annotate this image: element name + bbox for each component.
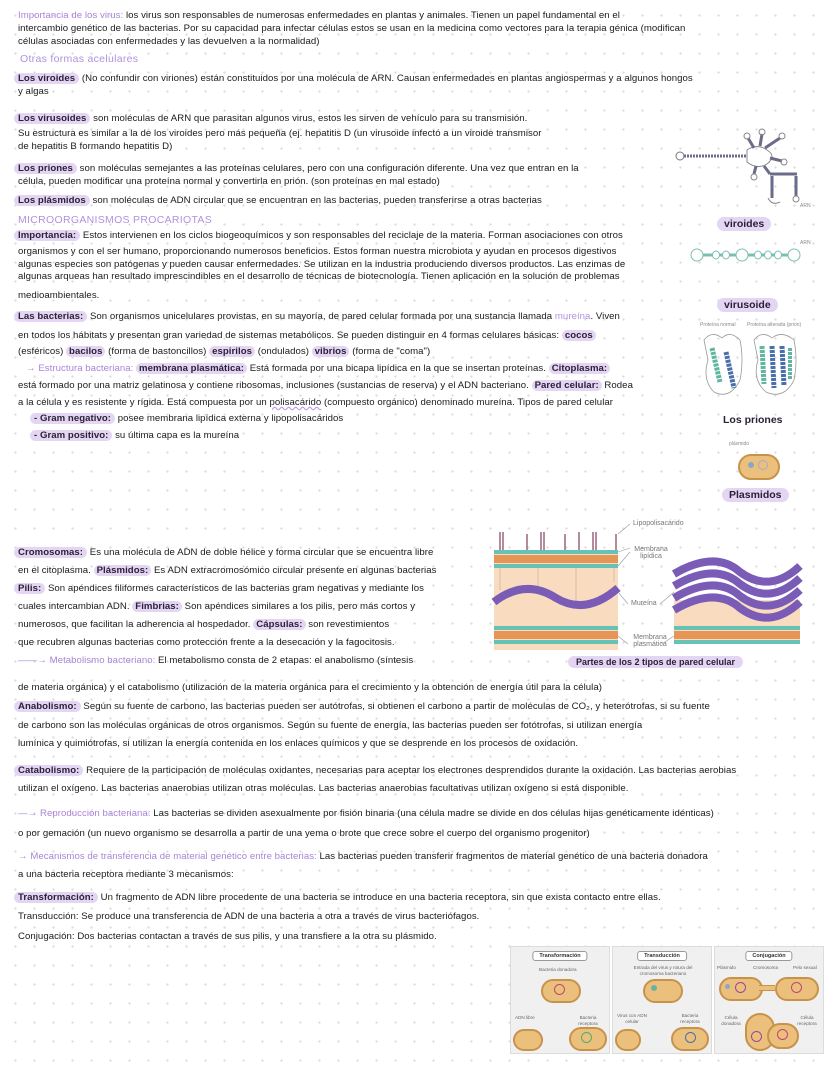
text-line: Conjugación: Dos bacterias contactan a través de sus pilis, y una transfiere a la otra su plásmido. (18, 931, 437, 942)
text-line: lumínica y quimiótrofas, si utilizan la energía contenida en los enlaces químicos y que se desprende en los procesos de oxidación. (18, 738, 579, 749)
transformation-title: Transformación (532, 951, 587, 961)
cell-wall-caption: Partes de los 2 tipos de pared celular (568, 656, 743, 668)
conjugation-panel: Conjugación Plásmido Cromosoma Pelo sexual Célula donadora Célula receptora (714, 946, 824, 1054)
conjugation-title: Conjugación (745, 951, 792, 961)
text-line: a la célula y es resistente y rígida. Está compuesta por un polisacárido (compuesto orgánico) denominado mureína. Tipos de pared celular (18, 397, 614, 408)
text-line: Importancia: Estos intervienen en los ciclos biogeoquímicos y son responsables del reciclaje de la materia. Forman asociaciones con otros (18, 230, 623, 242)
text-line: ——→ Metabolismo bacteriano: El metabolismo consta de 2 etapas: el anabolismo (síntesis (18, 655, 414, 666)
text-line: Catabolismo: Requiere de la participación de moléculas oxidantes, necesarias para aceptar los electrones desprendidos durante la oxidación. Las bacterias aerobias (18, 765, 736, 777)
text-line: organismos y con el ser humano, proporcionando numerosos beneficios. Estos forman nuestra microbiota y ayudan en procesos digestivos (18, 246, 617, 257)
text-line: Los viroides (No confundir con viriones) están constituidos por una molécula de ARN. Causan enfermedades en plantas angiospermas y a algunos hongos (18, 73, 693, 85)
transformation-panel: Transformación Bacteria donadora ADN libre Bacteria receptora (510, 946, 610, 1054)
viroid-arn-diagram (672, 128, 822, 208)
text-line: Las bacterias: Son organismos unicelulares provistas, en su mayoría, de pared celular formada por una sustancia llamada mureína. Viven (18, 311, 620, 323)
text-line: intercambio genético de las bacterias. Por su capacidad para infectar células estos se usan en la medicina como vectores para la terapia génica (modifican (18, 23, 686, 34)
text-line: y algas (18, 86, 49, 97)
text-line: Cromosomas: Es una molécula de ADN de doble hélice y forma circular que se encuentra libre (18, 547, 433, 559)
text-line: → Mecanismos de transferencia de material genético entre bacterias: Las bacterias pueden transferir fragmentos de material genético de una bacteria donadora (18, 851, 708, 862)
text-line: Pilis: Son apéndices filiformes característicos de las bacterias gram negativas y mediante los (18, 583, 424, 595)
virus-icon (651, 985, 657, 991)
text-line: → Estructura bacteriana: membrana plasmática: Está formada por una bicapa lipídica en la que se insertan proteínas. Citoplasma: (26, 363, 610, 375)
plasmid-cell-diagram (738, 454, 780, 480)
text-line: Los virusoides son moléculas de ARN que parasitan algunos virus, estos les sirven de vehículo para su transmisión. (18, 113, 527, 125)
heading-microorganismos: MICROORGANISMOS PROCARIOTAS (18, 214, 213, 226)
murein-label: Mureína (631, 600, 657, 607)
cell-wall-diagram (490, 520, 820, 650)
text-line: - Gram positivo: su última capa es la mureína (34, 430, 239, 442)
lipopolysaccharide-label: Lipopolisacárido (633, 520, 684, 527)
virusoid-arn-diagram (690, 246, 802, 264)
text-line: (esféricos) bacilos (forma de bastoncillos) espirilos (ondulados) vibrios (forma de "coma") (18, 346, 431, 357)
priones-label: Los priones (723, 414, 783, 426)
heading-otras-formas: Otras formas acelulares (20, 53, 139, 65)
text-line: o por gemación (un nuevo organismo se desarrolla a partir de una yema o brote que crece sobre el cuerpo del organismo progenitor) (18, 828, 590, 839)
lipid-membrane-label: Membrana lipídica (634, 546, 668, 560)
plasmid-label: plásmido (729, 441, 750, 447)
text-line: de hepatitis B formando hepatitis D) (18, 141, 173, 152)
arn-label: ARN (800, 240, 811, 246)
text-line: Los plásmidos son moléculas de ADN circular que se encuentran en las bacterias, pueden transferirse a otras bacterias (18, 195, 542, 207)
text-line: numerosos, que facilitan la adherencia al hospedador. Cápsulas: son revestimientos (18, 619, 390, 630)
text-line: Transformación: Un fragmento de ADN libre procedente de una bacteria se introduce en una bacteria receptora, sin que exista contacto entre ellas. (18, 892, 661, 904)
section-title-virus-importance: Importancia de los virus: (18, 10, 124, 21)
text-line: Transducción: Se produce una transferencia de ADN de una bacteria a otra a través de virus bacteriófagos. (18, 911, 480, 922)
plasma-membrane-label: Membrana plasmática (633, 634, 667, 648)
text-line: medioambientales. (18, 290, 100, 301)
text-line: a una bacteria receptora mediante 3 mecanismos: (18, 869, 234, 880)
text-line: en todos los hábitats y presentan gran variedad de sistemas metabólicos. Se pueden distinguir en 4 formas celulares básicas: cocos (18, 330, 596, 342)
text-line: está formado por una matriz gelatinosa y contiene ribosomas, inclusiones (sustancias de reserva) y el ADN bacteriano. Pared celular: Rodea (18, 380, 633, 391)
text-line: que recubren algunas bacterias como protección frente a la desecación y la fagocitosis. (18, 637, 395, 648)
text-line: Anabolismo: Según su fuente de carbono, las bacterias pueden ser autótrofas, si obtienen el carbono a partir de moléculas de CO₂, y heterótrofas, si su fuente (18, 701, 710, 713)
text-line: células asociadas con enfermedades y las devuelven a la normalidad) (18, 36, 320, 47)
text-line: Su estructura es similar a la de los viroides pero más pequeña (ej. hepatitis D (un virusoide infectó a un viroide transmisor (18, 128, 542, 139)
text-line: cuales intercambian ADN. Fimbrias: Son apéndices similares a los pilis, pero más cortos y (18, 601, 416, 612)
transduction-panel: Transducción Entrada del virus y rotura del cromosoma bacteriano Virus con ADN celular Bacteria receptora (612, 946, 712, 1054)
text-line: en el citoplasma. Plásmidos: Es ADN extracromosómico circular presente en algunas bacterias (18, 565, 437, 576)
text-line: Los priones son moléculas semejantes a las proteínas celulares, pero con una configuración diferente. Una vez que entran en la (18, 163, 579, 175)
arn-label: ARN (800, 203, 811, 209)
altered-protein-label: Proteína alterada (prion) (747, 322, 802, 328)
text-line: algunas arqueas han resultado imprescindibles en el desarrollo de técnicas de biotecnología. Tienen aplicación en la solución de problemas (18, 271, 620, 282)
text-line: de materia orgánica) y el catabolismo (utilización de la materia orgánica para el crecimiento y la obtención de energía útil para la célula) (18, 682, 602, 693)
text-line: utilizan el oxígeno. Las bacterias anaerobias utilizan otras moléculas. Las bacterias anaerobias facultativas utilizan oxígeno si está disponible. (18, 783, 629, 794)
text-line: de carbono son las moléculas orgánicas de otros organismos. Según su fuente de energía, las bacterias pueden ser fotótrofas, si utilizan energía (18, 720, 643, 731)
text-line: —→ Reproducción bacteriana: Las bacterias se dividen asexualmente por fisión binaria (una célula madre se divide en dos células hijas genéticamente idénticas) (18, 808, 714, 819)
text-line: algunas especies son patógenas y pueden causar enfermedades. Se utilizan en la industria produciendo diversos productos. Las enzimas de (18, 259, 626, 270)
virusoide-label: virusoide (717, 298, 778, 312)
text-line: - Gram negativo: posee membrana lipídica externa y lipopolisacáridos (34, 413, 343, 425)
transduction-title: Transducción (637, 951, 687, 961)
viroides-label: viroides (717, 217, 771, 231)
text-line: célula, pueden modificar una proteína normal y convertirla en prión. (son proteínas en mal estado) (18, 176, 440, 187)
normal-protein-label: Proteína normal (700, 322, 736, 328)
text-line: Importancia de los virus: los virus son responsables de numerosas enfermedades en plantas y animales. Tienen un papel fundamental en el (18, 10, 620, 21)
plasmidos-label: Plasmidos (722, 488, 789, 502)
prion-protein-diagram (700, 330, 800, 402)
